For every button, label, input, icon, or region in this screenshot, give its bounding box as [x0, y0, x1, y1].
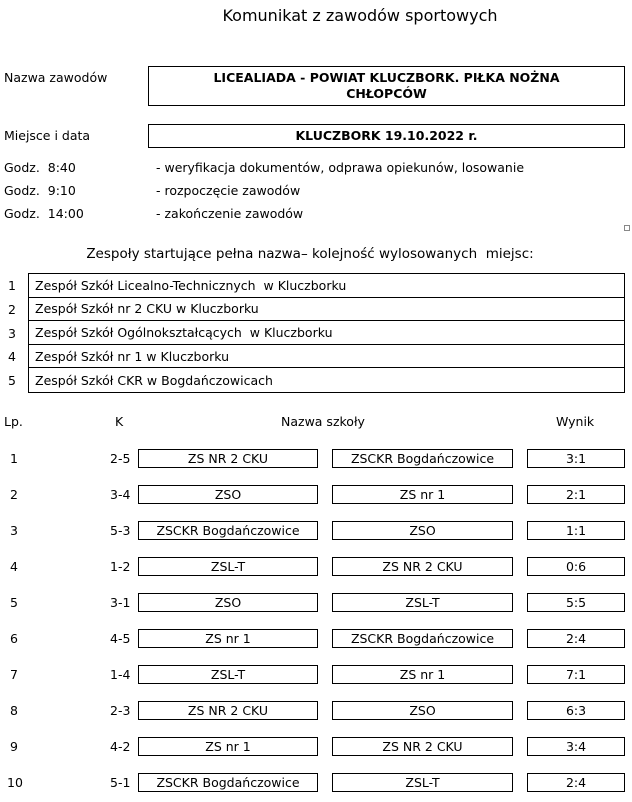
- match-lp: 3: [10, 523, 18, 538]
- match-home-team: ZS nr 1: [138, 737, 318, 756]
- match-k: 3-4: [110, 487, 131, 502]
- header-school: Nazwa szkoły: [281, 414, 365, 429]
- match-lp: 7: [10, 667, 18, 682]
- team-name: Zespół Szkół CKR w Bogdańczowicach: [35, 372, 273, 388]
- match-away-team: ZSO: [332, 701, 513, 720]
- match-lp: 2: [10, 487, 18, 502]
- competition-name-line2: CHŁOPCÓW: [346, 86, 427, 101]
- team-row: [29, 274, 624, 298]
- teams-heading: Zespoły startujące pełna nazwa– kolejność wylosowanych miejsc:: [86, 246, 534, 262]
- team-name: Zespół Szkół Licealno-Technicznych w Kluczborku: [35, 277, 347, 293]
- team-row: [29, 321, 624, 345]
- match-k: 5-1: [110, 775, 131, 790]
- header-lp: Lp.: [4, 414, 23, 429]
- match-lp: 4: [10, 559, 18, 574]
- match-home-team: ZSCKR Bogdańczowice: [138, 521, 318, 540]
- match-away-team: ZSCKR Bogdańczowice: [332, 629, 513, 648]
- match-result: 2:1: [527, 485, 625, 504]
- match-home-team: ZSL-T: [138, 665, 318, 684]
- match-lp: 10: [7, 775, 23, 790]
- match-home-team: ZSO: [138, 593, 318, 612]
- page-title: Komunikat z zawodów sportowych: [222, 6, 498, 25]
- teams-table: [28, 273, 625, 393]
- header-result: Wynik: [556, 414, 595, 429]
- competition-name-label: Nazwa zawodów: [4, 70, 108, 85]
- team-number: 4: [8, 349, 16, 364]
- team-name: Zespół Szkół Ogólnokształcących w Kluczborku: [35, 324, 333, 340]
- competition-name-line1: LICEALIADA - POWIAT KLUCZBORK. PIŁKA NOŻNA: [213, 70, 560, 85]
- place-date-box: [148, 124, 625, 148]
- match-away-team: ZS NR 2 CKU: [332, 737, 513, 756]
- match-lp: 9: [10, 739, 18, 754]
- match-k: 5-3: [110, 523, 131, 538]
- schedule-time: Godz. 14:00: [4, 206, 84, 221]
- match-k: 4-5: [110, 631, 131, 646]
- match-k: 3-1: [110, 595, 131, 610]
- match-result: 0:6: [527, 557, 625, 576]
- team-name: Zespół Szkół nr 1 w Kluczborku: [35, 348, 230, 364]
- match-lp: 5: [10, 595, 18, 610]
- match-away-team: ZSL-T: [332, 773, 513, 792]
- match-away-team: ZSO: [332, 521, 513, 540]
- match-home-team: ZSCKR Bogdańczowice: [138, 773, 318, 792]
- match-home-team: ZS NR 2 CKU: [138, 449, 318, 468]
- match-result: 2:4: [527, 629, 625, 648]
- match-lp: 1: [10, 451, 18, 466]
- schedule-time: Godz. 8:40: [4, 160, 76, 175]
- schedule-time: Godz. 9:10: [4, 183, 76, 198]
- schedule-desc: - zakończenie zawodów: [156, 206, 304, 221]
- match-result: 5:5: [527, 593, 625, 612]
- match-home-team: ZS NR 2 CKU: [138, 701, 318, 720]
- match-result: 3:4: [527, 737, 625, 756]
- match-result: 7:1: [527, 665, 625, 684]
- competition-name-box: [148, 66, 625, 106]
- team-number: 2: [8, 302, 16, 317]
- match-lp: 8: [10, 703, 18, 718]
- match-k: 1-2: [110, 559, 131, 574]
- match-k: 2-3: [110, 703, 131, 718]
- team-number: 3: [8, 326, 16, 341]
- place-date-value: KLUCZBORK 19.10.2022 r.: [295, 128, 478, 143]
- team-number: 1: [8, 278, 16, 293]
- schedule-desc: - weryfikacja dokumentów, odprawa opiekunów, losowanie: [156, 160, 525, 175]
- match-away-team: ZSL-T: [332, 593, 513, 612]
- match-home-team: ZSO: [138, 485, 318, 504]
- match-lp: 6: [10, 631, 18, 646]
- match-k: 1-4: [110, 667, 131, 682]
- match-away-team: ZS nr 1: [332, 665, 513, 684]
- match-away-team: ZS nr 1: [332, 485, 513, 504]
- place-date-label: Miejsce i data: [4, 128, 91, 143]
- team-number: 5: [8, 373, 16, 388]
- match-away-team: ZS NR 2 CKU: [332, 557, 513, 576]
- schedule-desc: - rozpoczęcie zawodów: [156, 183, 301, 198]
- match-k: 2-5: [110, 451, 131, 466]
- match-away-team: ZSCKR Bogdańczowice: [332, 449, 513, 468]
- match-result: 1:1: [527, 521, 625, 540]
- match-result: 6:3: [527, 701, 625, 720]
- match-result: 3:1: [527, 449, 625, 468]
- team-row: [29, 298, 624, 322]
- header-k: K: [115, 414, 124, 429]
- team-row: [29, 345, 624, 369]
- team-name: Zespół Szkół nr 2 CKU w Kluczborku: [35, 301, 259, 317]
- match-home-team: ZSL-T: [138, 557, 318, 576]
- match-k: 4-2: [110, 739, 131, 754]
- match-result: 2:4: [527, 773, 625, 792]
- square-marker-icon: [624, 225, 630, 231]
- team-row: [29, 368, 624, 392]
- match-home-team: ZS nr 1: [138, 629, 318, 648]
